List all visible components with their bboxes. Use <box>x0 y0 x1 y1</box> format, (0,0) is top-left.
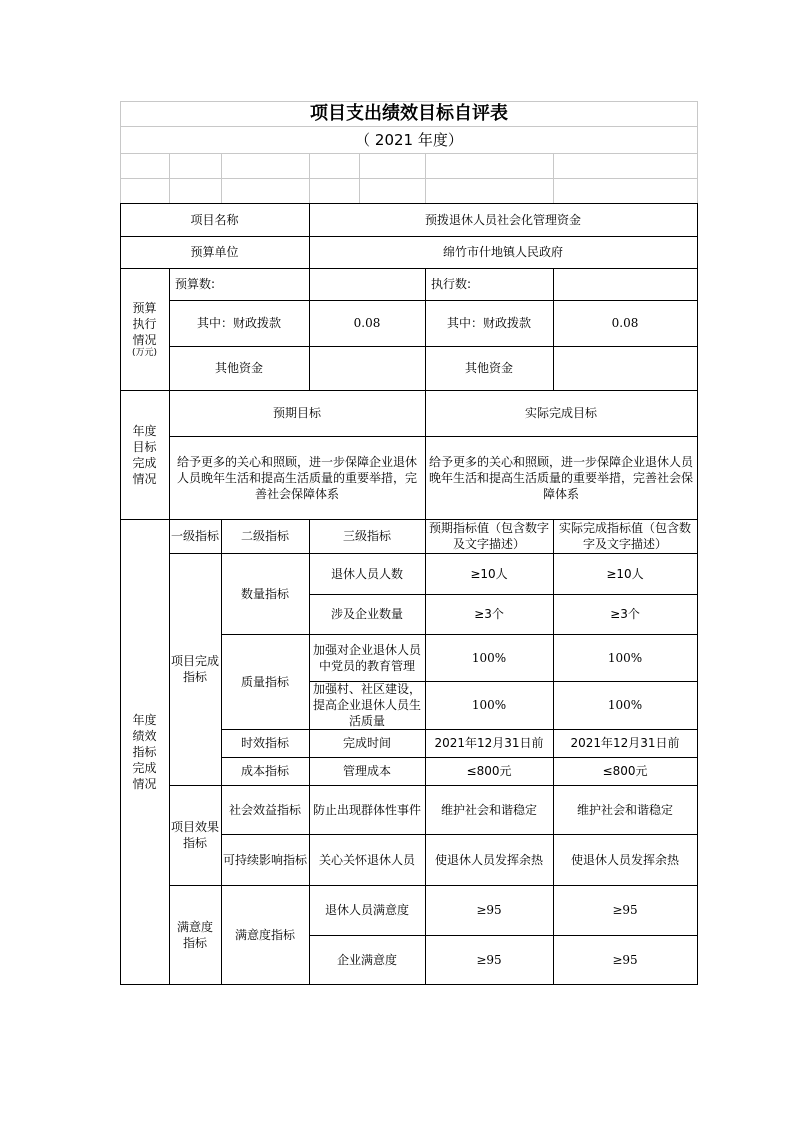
row-actual: 2021年12月31日前 <box>570 736 680 750</box>
row-expected: ≥10人 <box>470 566 508 581</box>
row-expected: 100% <box>471 650 507 665</box>
expected-goal-header: 预期目标 <box>272 406 321 420</box>
expected-goal-text: 给予更多的关心和照顾，进一步保障企业退休人员晚年生活和提高生活质量的重要举措，完善社会保障体系 <box>176 454 417 501</box>
sub-quality-indicator: 质量指标 <box>240 674 289 689</box>
row-actual: 维护社会和谐稳定 <box>576 802 673 817</box>
group-satisfaction-indicators: 满意度 指标 <box>176 919 213 950</box>
other-funds-label-executed: 其他资金 <box>464 361 513 375</box>
header-level3: 三级指标 <box>342 529 391 543</box>
header-actual-value: 实际完成指标值（包含数字及文字描述） <box>558 521 691 551</box>
sub-social-indicator: 社会效益指标 <box>228 802 301 817</box>
indicator-section-label: 年度 绩效 指标 完成 情况 <box>132 712 157 791</box>
row-name: 涉及企业数量 <box>330 607 403 621</box>
row-expected: 100% <box>471 698 507 712</box>
project-name-value: 预拨退休人员社会化管理资金 <box>424 212 581 227</box>
row-expected: 使退休人员发挥余热 <box>434 852 543 867</box>
row-name: 加强村、社区建设，提高企业退休人员生活质量 <box>312 682 421 728</box>
row-actual: ≥3个 <box>610 607 640 621</box>
other-funds-value-budget <box>309 346 425 390</box>
row-actual: 100% <box>607 650 643 665</box>
row-name: 退休人员满意度 <box>324 903 409 917</box>
other-funds-value-executed <box>553 346 697 390</box>
budget-amount-label: 预算数: <box>175 277 216 291</box>
header-expected-value: 预期指标值（包含数字及文字描述） <box>428 521 549 551</box>
fiscal-label-executed: 其中：财政拨款 <box>446 316 531 330</box>
year-label: （ 2021 年度） <box>355 131 463 149</box>
header-level2: 二级指标 <box>240 529 289 543</box>
actual-goal-text: 给予更多的关心和照顾，进一步保障企业退休人员晚年生活和提高生活质量的重要举措，完善社会保障体系 <box>428 454 693 501</box>
project-name-label: 项目名称 <box>190 212 239 227</box>
fiscal-value-executed: 0.08 <box>611 316 639 330</box>
row-actual: 使退休人员发挥余热 <box>570 852 679 867</box>
sub-time-indicator: 时效指标 <box>240 736 289 750</box>
row-name: 防止出现群体性事件 <box>312 802 421 817</box>
budget-unit-value: 绵竹市什地镇人民政府 <box>442 245 563 259</box>
row-actual: ≥95 <box>612 903 638 917</box>
sub-quantity-indicator: 数量指标 <box>240 586 289 601</box>
row-name: 关心关怀退休人员 <box>318 852 415 867</box>
row-expected: ≥95 <box>476 952 502 967</box>
row-name: 企业满意度 <box>336 952 397 967</box>
sub-cost-indicator: 成本指标 <box>240 764 289 778</box>
budget-amount-value <box>309 268 425 300</box>
row-actual: ≥10人 <box>606 566 644 581</box>
other-funds-label-budget: 其他资金 <box>214 361 263 375</box>
header-level1: 一级指标 <box>170 529 219 543</box>
budget-unit-label: 预算单位 <box>190 245 239 259</box>
actual-goal-header: 实际完成目标 <box>524 406 597 420</box>
fiscal-value-budget: 0.08 <box>353 316 381 330</box>
budget-section-label: 预算 执行 情况 <box>132 300 157 347</box>
row-name: 退休人员人数 <box>330 566 403 581</box>
row-actual: ≤800元 <box>602 764 648 778</box>
row-expected: ≥3个 <box>474 607 504 621</box>
budget-unit-note: (万元) <box>131 347 158 358</box>
row-actual: 100% <box>607 698 643 712</box>
row-name: 完成时间 <box>342 736 391 750</box>
row-expected: 维护社会和谐稳定 <box>440 802 537 817</box>
sub-sustain-indicator: 可持续影响指标 <box>222 852 307 867</box>
executed-label: 执行数: <box>431 277 472 291</box>
page-title: 项目支出绩效目标自评表 <box>310 103 508 124</box>
row-actual: ≥95 <box>612 952 638 967</box>
row-expected: ≤800元 <box>466 764 512 778</box>
row-expected: ≥95 <box>476 903 502 917</box>
executed-value <box>553 268 697 300</box>
row-expected: 2021年12月31日前 <box>434 736 544 750</box>
group-effect-indicators: 项目效果 指标 <box>170 820 219 850</box>
fiscal-label-budget: 其中：财政拨款 <box>196 316 281 330</box>
row-name: 加强对企业退休人员中党员的教育管理 <box>312 642 421 673</box>
row-name: 管理成本 <box>342 764 391 778</box>
sub-satisfaction-indicator: 满意度指标 <box>234 927 295 942</box>
budget-section-cell <box>120 268 169 390</box>
annual-goal-section-label: 年度 目标 完成 情况 <box>132 423 157 486</box>
group-completion-indicators: 项目完成 指标 <box>170 654 219 684</box>
